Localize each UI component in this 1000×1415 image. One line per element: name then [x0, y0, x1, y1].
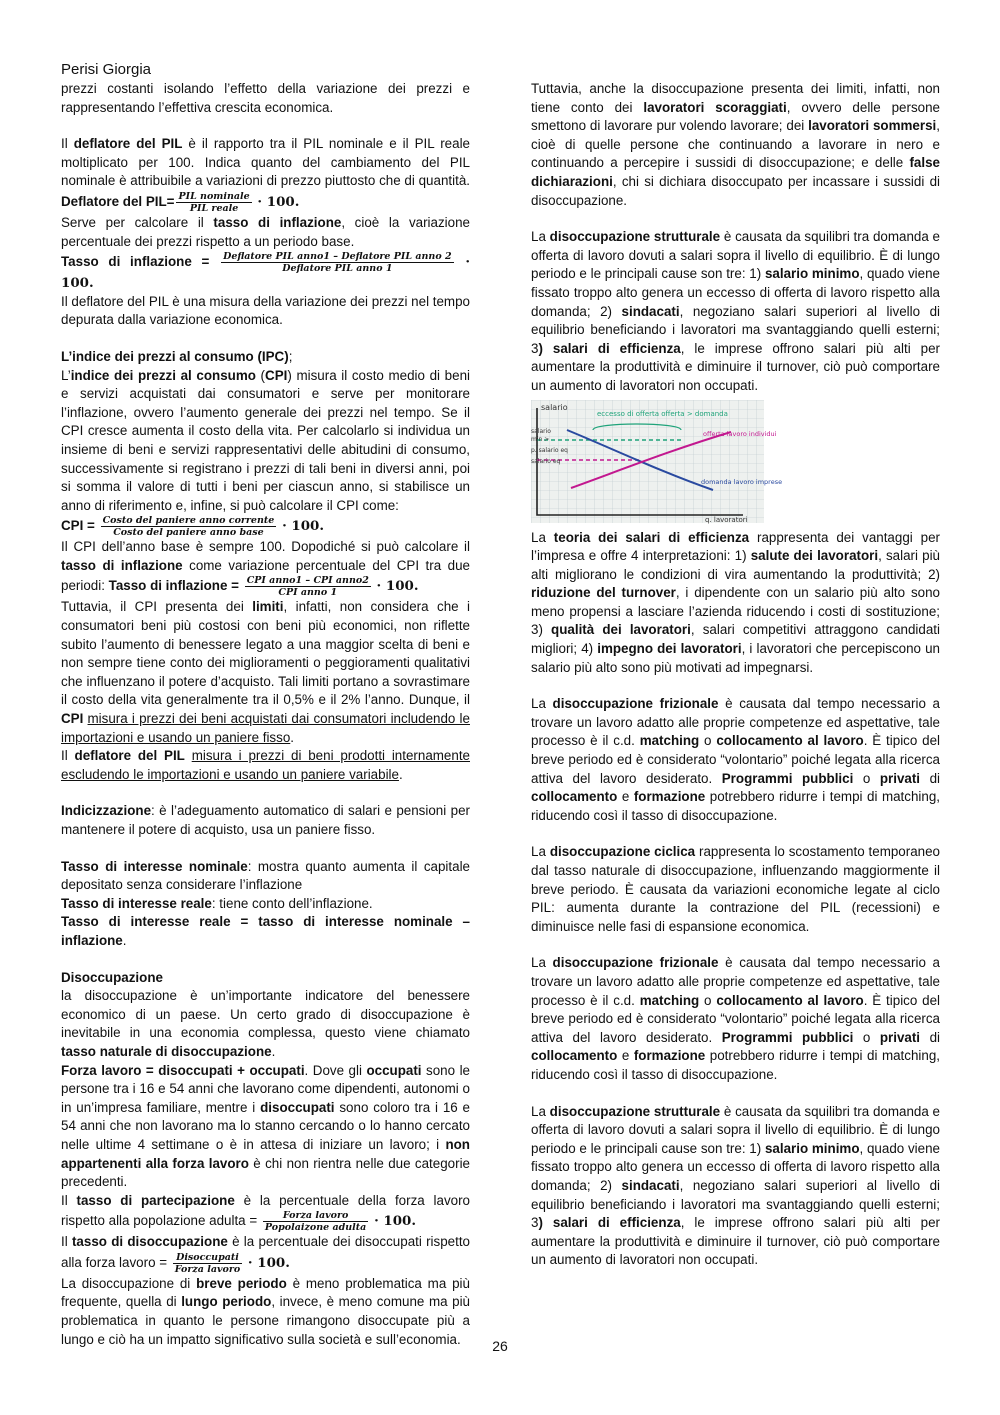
sketch-y-tick: min >: [531, 435, 550, 443]
paragraph-breve-lungo-periodo: La disoccupazione di breve periodo è meno problematica ma più frequente, quella di lungo periodo, invece, è meno comune ma più problematica in quanto le persone rimangono disoccupate più a lungo e ciò ha un impatto significativo sulla società e sull’economia.: [61, 1275, 470, 1347]
paragraph-ipc: L’indice dei prezzi al consumo (CPI) misura il costo medio di beni e servizi acquistati dai consumatori e serve per monitorare l’inflazione, ovvero l’aumento generale dei prezzi nel tempo. Se il CPI cresce aumenta il costo della vita. Per calcolarlo si individua un insieme di beni e servizi rappresentativi delle abitudini di consumo, successivamente si registrano i prezzi di tali beni in diversi anni, poi si somma il valore di tutti i beni per ciascun anno, si stabilisce un anno di riferimento e, infine, si può calcolare il CPI come:: [61, 367, 470, 513]
heading-ipc: L’indice dei prezzi al consumo (IPC);: [61, 348, 293, 364]
fraction-deflatore: $\frac{\text{PIL nominale}}{\text{PIL reale}}$: [178, 190, 250, 214]
paragraph-tasso-partecipazione: Il tasso di partecipazione è la percentuale della forza lavoro rispetto alla popolazione adulta = $\frac{\text{Forza lavoro}}{\text{Popolaizone adulta}}$ · 100.: [61, 1192, 470, 1234]
paragraph-disoccupazione-ciclica: La disoccupazione ciclica rappresenta lo scostamento temporaneo dal tasso naturale di disoccupazione, influenzando maggiormente il breve periodo. È causata da variazioni economiche legate al ciclo PIL: aumenta durante la contrazione del PIL (recessioni) e diminuisce nelle fasi di espansione economica.: [531, 844, 941, 934]
paragraph-prezzi-costanti: prezzi costanti isolando l’effetto della variazione dei prezzi e rappresentando l’effettiva crescita economica.: [61, 81, 470, 115]
paragraph-disoccupazione-strutturale-repeat: La disoccupazione strutturale è causata da squilibri tra domanda e offerta di lavoro dovuti a salari sopra il livello di equilibrio. È di lungo periodo e le principali cause son tre: 1) salario minimo, quado viene fissato troppo alto genera un eccesso di offerta di lavoro rispetto alla domanda; 2) sindacati, negoziano salari superiori al livello di equilibrio beneficiando i lavoratori ma svantaggiando quelli esterni; 3) salari di efficienza, le imprese offrono salari più alti per aumentare la produttività e diminuire il turnover, ciò può comportare un aumento di lavoratori non occupati.: [531, 1103, 940, 1268]
sketch-demand-label: domanda lavoro imprese: [701, 477, 783, 486]
formula-inflazione-deflatore: Tasso di inflazione = $\frac{\text{Deflatore PIL anno1 – Deflatore PIL anno 2}}{\text{Deflatore PIL anno 1}}$ · 100.: [61, 251, 470, 292]
fraction-disoccupazione: $\frac{\text{Disoccupati}}{\text{Forza lavoro}}$: [174, 1251, 241, 1275]
paragraph-limiti-disoccupazione: Tuttavia, anche la disoccupazione presenta dei limiti, infatti, non tiene conto dei lavoratori scoraggiati, ovvero delle persone smettono di lavorare pur volendo lavorare; dei lavoratori sommersi, cioè di quelle persone che continuando a lavorare in nero e continuando a percepire i sussidi di disoccupazione; e delle false dichiarazioni, chi si dichiara disoccupato per incassare i sussidi di disoccupazione.: [531, 81, 940, 208]
sketch-y-label: salario: [541, 402, 568, 412]
paragraph-disoccupazione-strutturale: La disoccupazione strutturale è causata da squilibri tra domanda e offerta di lavoro dovuti a salari sopra il livello di equilibrio. È di lungo periodo e le principali cause son tre: 1) salario minimo, quado viene fissato troppo alto genera un eccesso di offerta di lavoro rispetto alla domanda; 2) sindacati, negoziano salari superiori al livello di equilibrio beneficiando i lavoratori ma svantaggiando quelli esterni; 3) salari di efficienza, le imprese offrono salari più alti per aumentare la produttività e diminuire il turnover, ciò può comportare un aumento di lavoratori non occupati.: [531, 229, 940, 393]
fraction-partecipazione: $\frac{\text{Forza lavoro}}{\text{Popolaizone adulta}}$: [264, 1210, 367, 1234]
paragraph-deflatore: Il deflatore del PIL è il rapporto tra il PIL nominale e il PIL reale moltiplicato per 100. Indica quanto del cambiamento del PIL nominale è attribuibile a variazioni di prezzo piuttosto che di quantità. Deflatore del PIL= $\frac{\text{PIL nominale}}{\text{PIL reale}}$ · 100.: [61, 136, 470, 214]
paragraph-teoria-salari-efficienza: La teoria dei salari di efficienza rappresenta dei vantaggi per l’impresa e offre 4 interpretazioni: 1) salute dei lavoratori, salari più alti migliorano le condizioni di vira aumentando la produttività; 2) riduzione del turnover, i dipendente con un salario più alto sono meno propensi a lasciare l’azienda riducendo i costi di sostituzione; 3) qualità dei lavoratori, salari competitivi attraggono candidati migliori; 4) impegno dei lavoratori, i lavoratori che percepiscono un salario più alto sono più motivati ad impegnarsi.: [531, 529, 940, 675]
paragraph-limiti-cpi: Tuttavia, il CPI presenta dei limiti, infatti, non considera che i consumatori beni più costosi con beni più economici, non riflette subito l’aumento di benessere legato a una maggior scelta di beni e non sempre tiene conto dei miglioramenti o peggioramenti qualitativi che influenzano il potere d’acquisto. Tali limiti portano a sovrastimare il costo della vita generalmente tra il 0,5% e il 2% l’anno. Dunque, il CPI misura i prezzi dei beni acquistati dai consumatori includendo le importazioni e usando un paniere fisso.: [61, 599, 470, 745]
heading-disoccupazione: Disoccupazione: [61, 969, 163, 985]
fraction-cpi: $\frac{\text{Costo del paniere anno corrente}}{\text{Costo del paniere anno base}}$: [102, 515, 275, 539]
paragraph-disoccupazione-frizionale: La disoccupazione frizionale è causata dal tempo necessario a trovare un lavoro adatto alle proprie competenze ed aspettative, tale processo è il c.d. matching o collocamento al lavoro. È tipico del breve periodo ed è considerato “volontario” poiché legata alla ricerca attiva del lavoro desiderato. Programmi pubblici o privati di collocamento e formazione potrebbero ridurre i tempi di matching, riducendo così il tasso di disoccupazione.: [531, 696, 941, 823]
formula-cpi: CPI = $\frac{\text{Costo del paniere anno corrente}}{\text{Costo del paniere anno base}}$ · 100.: [61, 515, 324, 539]
labour-market-sketch: [531, 400, 783, 524]
paragraph-serve: Serve per calcolare il tasso di inflazione, cioè la variazione percentuale dei prezzi rispetto a un periodo base.: [61, 214, 470, 249]
paragraph-tasso-reale: Tasso di interesse reale: tiene conto dell’inflazione.: [61, 895, 373, 911]
paragraph-cpi-base: Il CPI dell’anno base è sempre 100. Dopodiché si può calcolare il tasso di inflazione come variazione percentuale del CPI tra due periodi: Tasso di inflazione = $\frac{\text{CPI anno1 – CPI anno2}}{\text{CPI anno 1}}$ · 100.: [61, 539, 470, 599]
paragraph-tasso-nominale: Tasso di interesse nominale: mostra quanto aumenta il capitale depositato senza considerare l’inflazione: [61, 858, 470, 893]
sketch-x-label: q. lavoratori: [705, 515, 748, 524]
fraction-inflazione-cpi: $\frac{\text{CPI anno1 – CPI anno2}}{\text{CPI anno 1}}$: [246, 575, 369, 599]
paragraph-tasso-disoccupazione: Il tasso di disoccupazione è la percentuale dei disoccupati rispetto alla forza lavoro = $\frac{\text{Disoccupati}}{\text{Forza lavoro}}$ · 100.: [61, 1234, 471, 1275]
fraction-inflazione-deflatore: $\frac{\text{Deflatore PIL anno1 – Deflatore PIL anno 2}}{\text{Deflatore PIL anno 1}}$: [223, 251, 452, 275]
right-column: [531, 80, 940, 1270]
sketch-y-tick: salario: [531, 427, 551, 435]
paragraph-forza-lavoro: Forza lavoro = disoccupati + occupati. Dove gli occupati sono le persone tra i 16 e 54 anni che lavorano come dipendenti, autonomi o in un’impresa familiare, mentre i disoccupati sono coloro tra i 16 e 54 anni che non lavorano ma lo stanno cercando o lo hanno cercato nelle ultime 4 settimane o è in attesa di iniziare un lavoro; i non appartenenti alla forza lavoro è chi non rientra nelle due categorie precedenti.: [61, 1062, 471, 1190]
left-column: [61, 80, 470, 1349]
sketch-y-tick: salario eq: [531, 457, 561, 465]
paragraph-disoccupazione-frizionale-repeat: La disoccupazione frizionale è causata dal tempo necessario a trovare un lavoro adatto alle proprie competenze ed aspettative, tale processo è il c.d. matching o collocamento al lavoro. È tipico del breve periodo ed è considerato “volontario” poiché legata alla ricerca attiva del lavoro desiderato. Programmi pubblici o privati di collocamento e formazione potrebbero ridurre i tempi di matching, riducendo così il tasso di disoccupazione.: [531, 955, 941, 1082]
formula-tasso-reale: Tasso di interesse reale = tasso di interesse nominale – inflazione.: [61, 914, 470, 948]
sketch-excess-label: eccesso di offerta offerta > domanda: [597, 409, 728, 418]
sketch-supply-label: offerta lavoro individui: [703, 429, 777, 438]
author-name: Perisi Giorgia: [61, 61, 152, 78]
page-number: 26: [492, 1338, 508, 1354]
paragraph-indicizzazione: Indicizzazione: è l’adeguamento automatico di salari e pensioni per mantenere il potere di acquisto, usa un paniere fisso.: [61, 803, 470, 837]
paragraph-disoccupazione-intro: la disoccupazione è un’importante indicatore del benessere economico di un paese. Un certo grado di disoccupazione è inevitabile in una economia complessa, questo viene chiamato tasso naturale di disoccupazione.: [61, 988, 470, 1059]
paragraph-deflatore-misura: Il deflatore del PIL è una misura della variazione dei prezzi nel tempo depurata dalla variazione economica.: [61, 293, 470, 328]
sketch-y-tick: p. salario eq: [531, 446, 568, 454]
paragraph-deflatore-confronto: Il deflatore del PIL misura i prezzi di beni prodotti internamente escludendo le importazioni e usando un paniere variabile.: [61, 748, 470, 782]
